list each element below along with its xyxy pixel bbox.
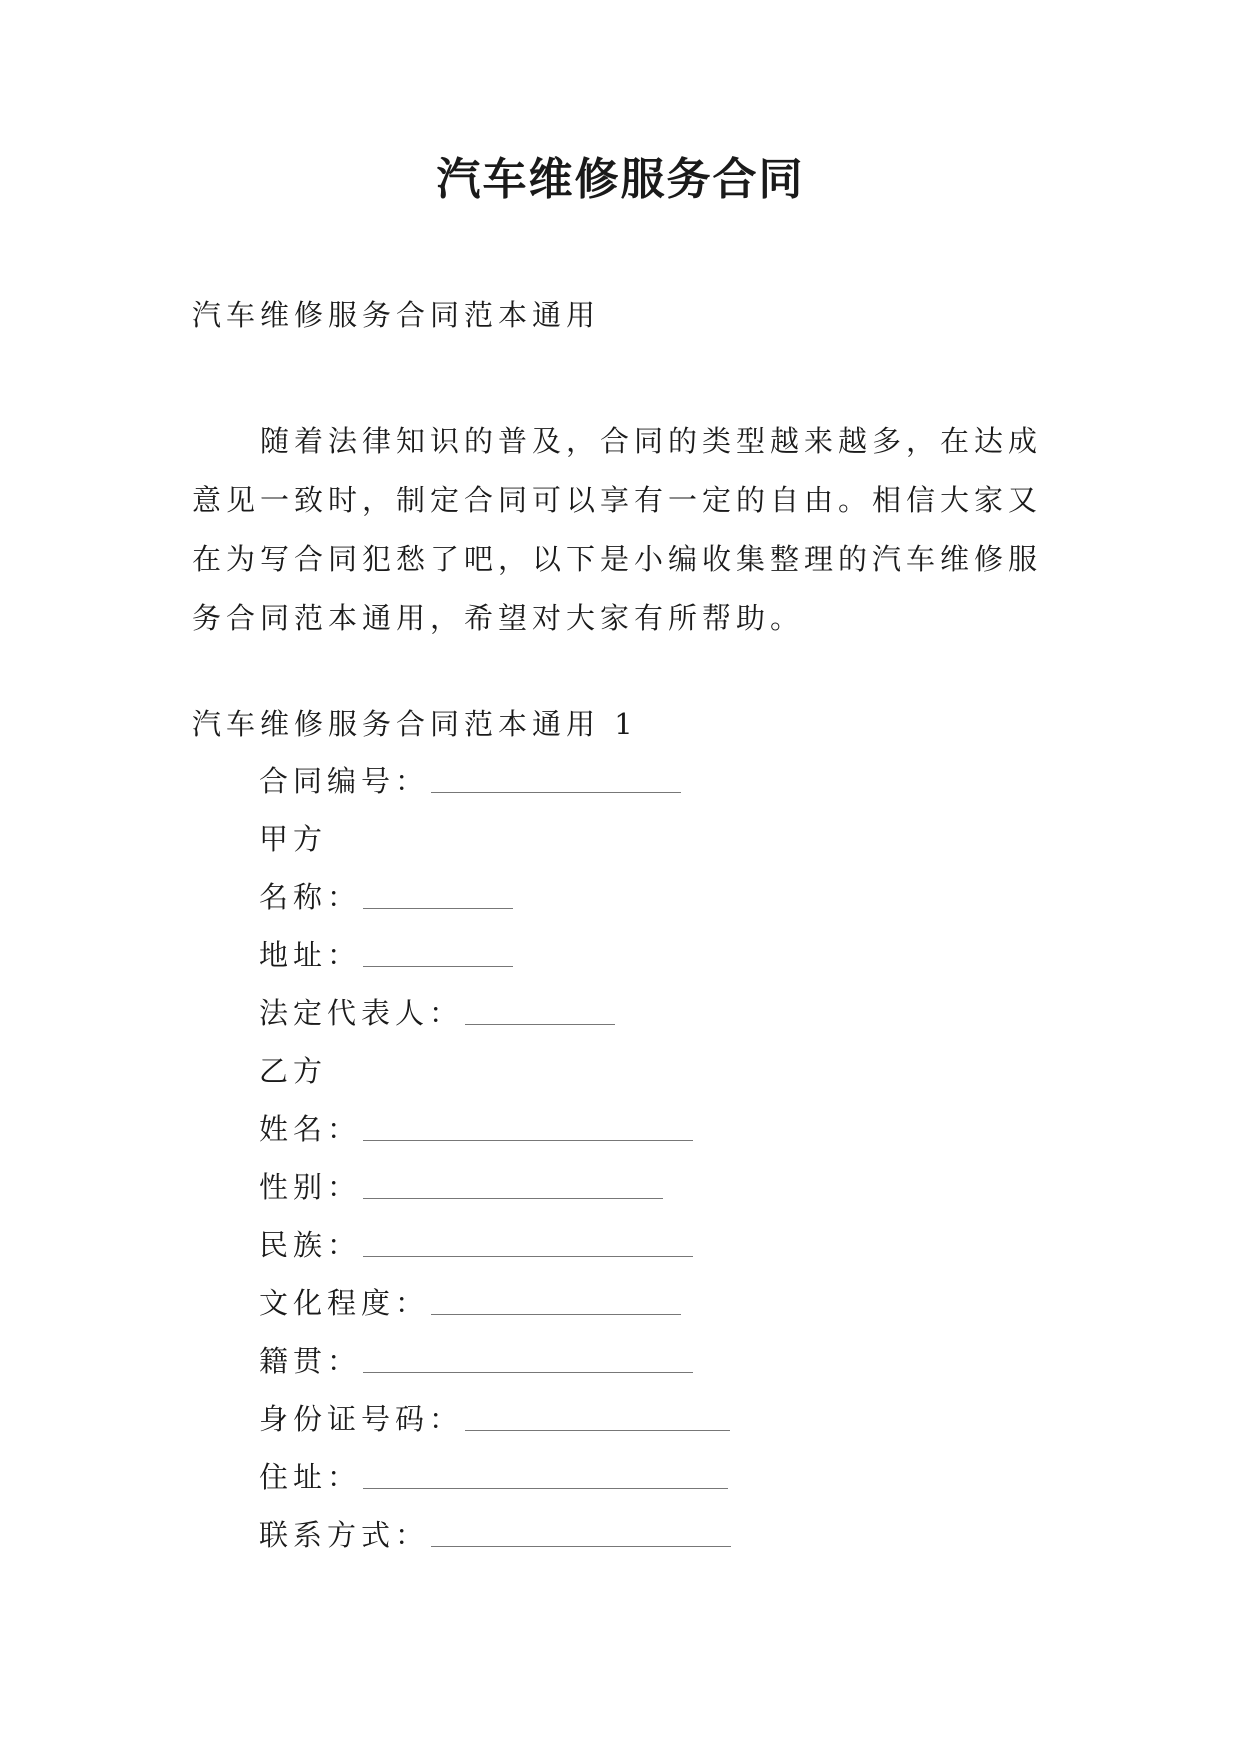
party-b-residence-field [259, 1455, 728, 1499]
party-b-id-number-label: 身份证号码： [259, 1402, 464, 1436]
party-b-native-place-field [259, 1339, 693, 1383]
party-b-name-blank[interactable] [363, 1118, 693, 1141]
party-b-native-place-blank[interactable] [363, 1350, 693, 1373]
party-b-residence-label: 住址： [259, 1460, 362, 1494]
section-heading: 汽车维修服务合同范本通用 1 [192, 707, 638, 741]
party-b-education-field [259, 1281, 681, 1325]
party-b-gender-blank[interactable] [363, 1176, 663, 1199]
party-b-ethnicity-blank[interactable] [363, 1234, 693, 1257]
contract-number-blank[interactable] [431, 770, 681, 793]
party-a-legal-rep-blank[interactable] [465, 1002, 615, 1025]
party-b-native-place-label: 籍贯： [259, 1344, 362, 1378]
intro-paragraph: 随着法律知识的普及，合同的类型越来越多，在达成意见一致时，制定合同可以享有一定的自由。相信大家又在为写合同犯愁了吧，以下是小编收集整理的汽车维修服务合同范本通用，希望对大家有所帮助。 [192, 424, 1043, 635]
party-a-address-label: 地址： [259, 938, 362, 972]
party-a-heading [259, 817, 327, 861]
party-b-heading-text: 乙方 [259, 1054, 328, 1088]
party-b-residence-blank[interactable] [363, 1466, 728, 1489]
party-a-legal-rep-label: 法定代表人： [259, 996, 464, 1030]
party-a-heading-text: 甲方 [259, 822, 328, 856]
contract-number-label: 合同编号： [259, 764, 430, 798]
party-b-contact-blank[interactable] [431, 1524, 731, 1547]
party-b-contact-field [259, 1513, 731, 1557]
document-title: 汽车维修服务合同 [436, 154, 805, 205]
party-b-ethnicity-field [259, 1223, 693, 1267]
party-b-id-number-blank[interactable] [465, 1408, 730, 1431]
subtitle: 汽车维修服务合同范本通用 [192, 298, 601, 332]
party-b-contact-label: 联系方式： [259, 1518, 430, 1552]
party-a-address-field [259, 933, 513, 977]
party-b-id-number-field [259, 1397, 730, 1441]
party-b-education-blank[interactable] [431, 1292, 681, 1315]
party-a-name-field [259, 875, 513, 919]
party-b-heading [259, 1049, 327, 1093]
party-a-name-label: 名称： [259, 880, 362, 914]
party-b-name-label: 姓名： [259, 1112, 362, 1146]
party-b-ethnicity-label: 民族： [259, 1228, 362, 1262]
party-b-gender-field [259, 1165, 663, 1209]
party-a-name-blank[interactable] [363, 886, 513, 909]
party-b-education-label: 文化程度： [259, 1286, 430, 1320]
party-a-legal-rep-field [259, 991, 615, 1035]
party-b-gender-label: 性别： [259, 1170, 362, 1204]
party-b-name-field [259, 1107, 693, 1151]
contract-number-field [259, 759, 681, 803]
party-a-address-blank[interactable] [363, 944, 513, 967]
